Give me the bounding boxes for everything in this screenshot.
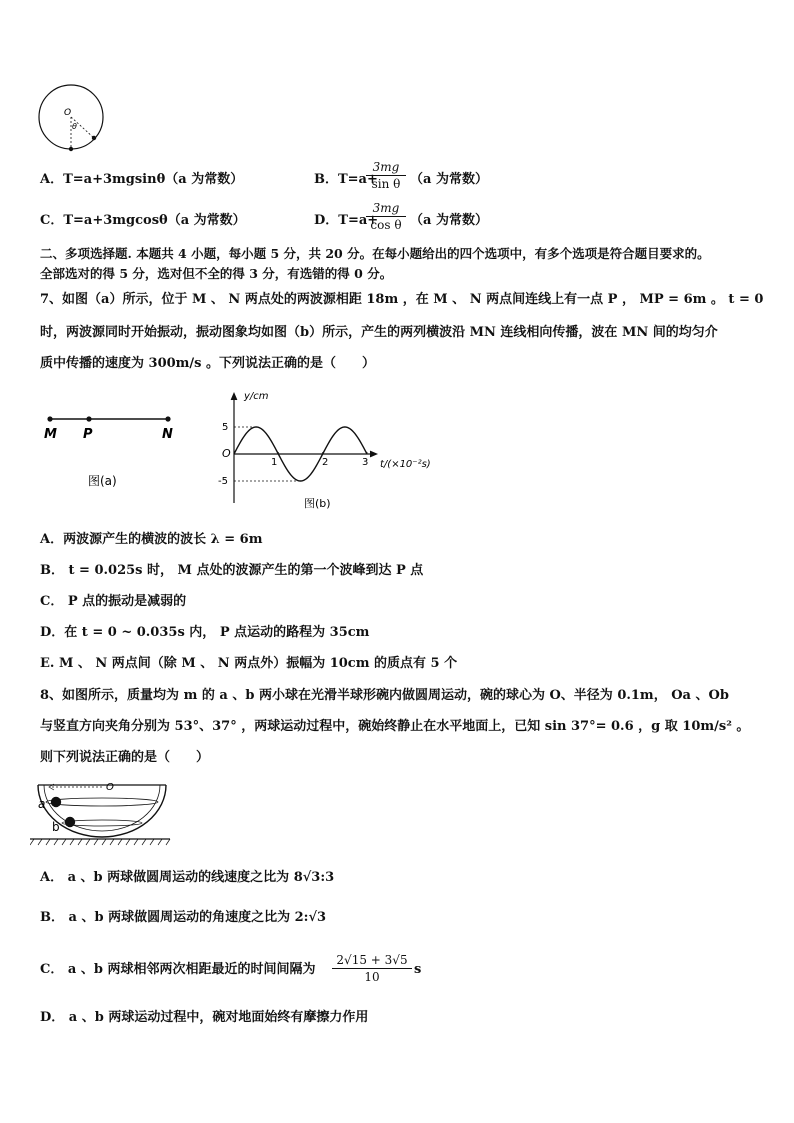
bowl-center-label: O — [106, 782, 114, 793]
q8-option-c-suffix: s — [414, 962, 422, 977]
q7-option-b: B． t = 0.025s 时， M 点处的波源产生的第一个波峰到达 P 点 — [40, 563, 424, 578]
q6-option-d-prefix: D．T=a+ — [314, 213, 379, 228]
caption-a: 图(a) — [88, 474, 117, 488]
tick-label-m5: -5 — [218, 476, 228, 487]
tick-label-2: 2 — [322, 457, 329, 468]
y-axis-label: y/cm — [244, 391, 269, 402]
q6-option-c: C．T=a+3mgcosθ（a 为常数） — [40, 213, 246, 228]
q6-option-b-prefix: B．T=a+ — [314, 172, 378, 187]
figure-a — [38, 405, 188, 495]
ball-b-label: b — [52, 820, 60, 834]
center-label: O — [64, 108, 72, 118]
section2-line1: 二、多项选择题. 本题共 4 小题，每小题 5 分，共 20 分。在每小题给出的四个选项中，有多个选项是符合题目要求的。 — [40, 246, 710, 261]
tick-label-1: 1 — [271, 457, 278, 468]
figure-b-chart — [212, 385, 452, 515]
y-axis-arrow — [231, 393, 237, 400]
q6-option-b-denominator: sin θ — [371, 177, 401, 191]
q8-option-c-denominator: 10 — [364, 970, 380, 984]
q6-option-d-fraction — [366, 201, 406, 232]
label-m: M — [44, 427, 57, 442]
q6-option-d-suffix: （a 为常数） — [410, 213, 488, 228]
q7-option-e: E. M 、 N 两点间（除 M 、 N 两点外）振幅为 10cm 的质点有 5 个 — [40, 656, 458, 671]
x-axis-arrow — [370, 451, 377, 457]
angle-label: θ — [72, 122, 77, 131]
q8-option-d: D． a 、b 两球运动过程中，碗对地面始终有摩擦力作用 — [40, 1010, 369, 1025]
q6-option-a: A．T=a+3mgsinθ（a 为常数） — [40, 172, 244, 187]
q8-option-c-fraction — [332, 953, 412, 984]
q8-option-c-prefix: C． a 、b 两球相邻两次相距最近的时间间隔为 — [40, 962, 316, 977]
caption-b: 图(b) — [304, 497, 331, 510]
ball-a-label: a — [38, 797, 46, 811]
q6-option-b-suffix: （a 为常数） — [410, 172, 488, 187]
label-n: N — [162, 427, 173, 442]
q7-option-a: A．两波源产生的横波的波长 λ = 6m — [40, 532, 263, 547]
q8-option-c-numerator: 2√15 + 3√5 — [336, 953, 408, 967]
q8-line3: 则下列说法正确的是（ ） — [40, 750, 210, 765]
q8-line2: 与竖直方向夹角分别为 53°、37° ，两球运动过程中，碗始终静止在水平地面上，已知 sin 37°= 0.6 ，g 取 10m/s² 。 — [40, 719, 750, 734]
q8-line1: 8、如图所示，质量均为 m 的 a 、b 两小球在光滑半球形碗内做圆周运动，碗的球心为 O、半径为 0.1m， Oa 、Ob — [40, 688, 729, 703]
q7-option-c: C． P 点的振动是减弱的 — [40, 594, 187, 609]
tick-label-5: 5 — [222, 422, 229, 433]
x-axis-label: t/(×10⁻²s) — [380, 459, 431, 470]
q8-option-a: A． a 、b 两球做圆周运动的线速度之比为 8√3:3 — [40, 870, 335, 885]
tick-label-3: 3 — [362, 457, 369, 468]
q8-option-b: B． a 、b 两球做圆周运动的角速度之比为 2:√3 — [40, 910, 327, 925]
q7-line2: 时，两波源同时开始振动，振动图象均如图（b）所示，产生的两列横波沿 MN 连线相向传播，波在 MN 间的均匀介 — [40, 325, 718, 340]
circle-figure — [34, 82, 108, 156]
bowl-figure — [30, 773, 180, 848]
section2-line2: 全部选对的得 5 分，选对但不全的得 3 分，有选错的得 0 分。 — [40, 266, 393, 281]
q7-option-d: D．在 t = 0 ~ 0.035s 内， P 点运动的路程为 35cm — [40, 625, 370, 640]
q6-option-b-fraction — [366, 160, 406, 191]
label-p: P — [83, 427, 93, 442]
q6-option-d-denominator: cos θ — [370, 218, 402, 232]
q6-option-b-numerator: 3mg — [372, 160, 400, 174]
q7-line3: 质中传播的速度为 300m/s 。下列说法正确的是（ ） — [40, 356, 376, 371]
q7-line1: 7、如图（a）所示，位于 M 、 N 两点处的两波源相距 18m ，在 M 、 N 两点间连线上有一点 P ， MP = 6m 。 t = 0 — [40, 292, 764, 307]
origin-label: O — [222, 447, 231, 460]
q6-option-d-numerator: 3mg — [372, 201, 400, 215]
